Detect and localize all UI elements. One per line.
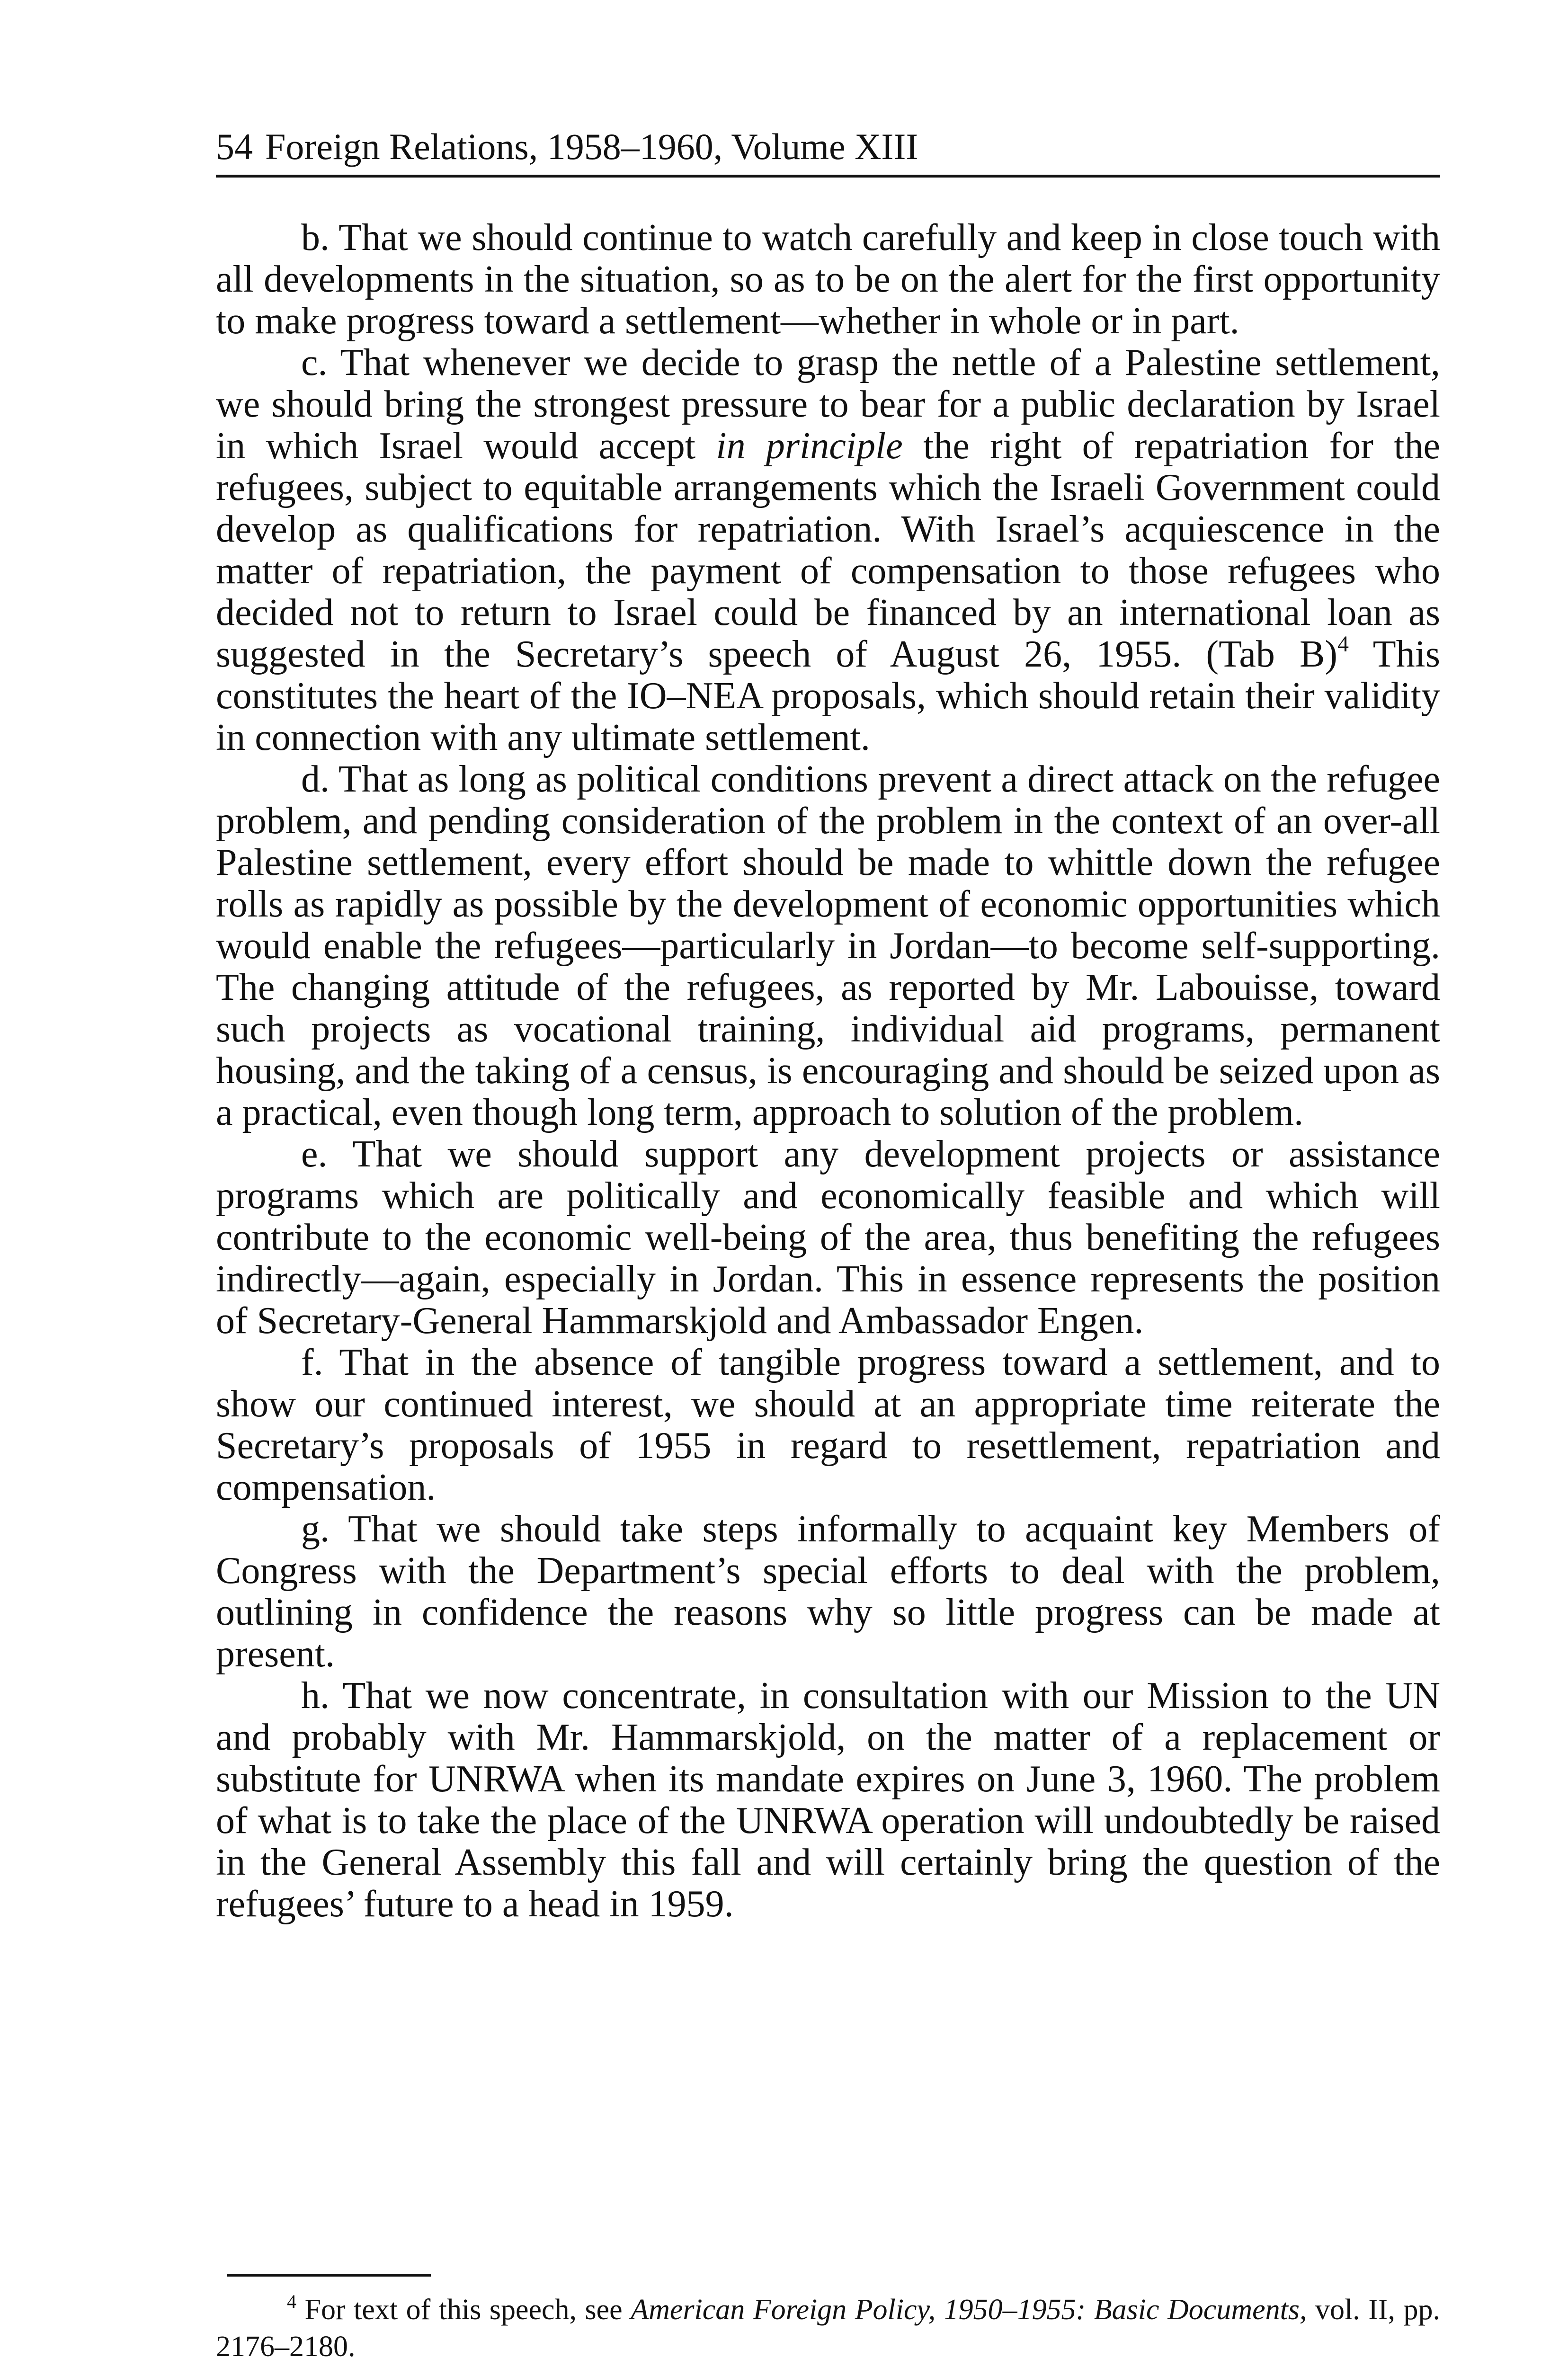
running-header bbox=[216, 121, 1440, 178]
paragraph-c-text-3: This constitutes the heart of the IO–NEA proposals, which should retain their validity in connection with any ultimate settlement. bbox=[216, 633, 1441, 758]
page-number: 54 bbox=[216, 126, 253, 167]
footnote-divider bbox=[227, 2274, 431, 2277]
paragraph-d: d. That as long as political conditions prevent a direct attack on the refugee problem, and pending consideration of the problem in the context of an over-all Palestine settlement, every effort should be made to whittle down the refugee rolls as rapidly as possible by the development of economic opportunities which would enable the refugees—particularly in Jordan—to become self-supporting. The changing attitude of the refugees, as reported by Mr. Labouisse, toward such projects as vocational training, individual aid programs, permanent housing, and the taking of a census, is encouraging and should be seized upon as a practical, even though long term, approach to solution of the problem. bbox=[216, 758, 1440, 1133]
paragraph-g: g. That we should take steps informally to acquaint key Members of Congress with the Department’s special efforts to deal with the problem, outlining in confidence the reasons why so little progress can be made at present. bbox=[216, 1508, 1440, 1675]
paragraph-c-text-2: the right of repatriation for the refugees, subject to equitable arrangements which the Israeli Government could develop as qualifications for repatriation. With Israel’s acquiescence in the matter of repatriation, the payment of compensation to those refugees who decided not to return to Israel could be financed by an international loan as suggested in the Secretary’s speech of August 26, 1955. (Tab B) bbox=[216, 425, 1440, 675]
footnote-number: 4 bbox=[287, 2291, 296, 2312]
footnote-4 bbox=[216, 2291, 1440, 2365]
paragraph-c-text-1: c. That whenever we decide to grasp the nettle of a Palestine settlement, we should bring the strongest pressure to bear for a public declaration by Israel in which Israel would accept bbox=[216, 342, 1440, 467]
paragraph-c bbox=[216, 342, 1440, 758]
footnote bbox=[216, 2291, 1440, 2365]
footnote-text-2: vol. II, pp. 2176–2180. bbox=[216, 2294, 1440, 2363]
paragraph-c-emphasis: in principle bbox=[716, 425, 903, 467]
paragraph-h: h. That we now concentrate, in consultation with our Mission to the UN and probably with Mr. Hammarskjold, on the matter of a replacement or substitute for UNRWA when its mandate expires on June 3, 1960. The problem of what is to take the place of the UNRWA operation will undoubtedly be raised in the General Assembly this fall and will certainly bring the question of the refugees’ future to a head in 1959. bbox=[216, 1675, 1440, 1925]
paragraph-f: f. That in the absence of tangible progress toward a settlement, and to show our continued interest, we should at an appropriate time reiterate the Secretary’s proposals of 1955 in regard to resettlement, repatriation and compensation. bbox=[216, 1342, 1440, 1508]
paragraph-e: e. That we should support any development projects or assistance programs which are politically and economically feasible and which will contribute to the economic well-being of the area, thus benefiting the refugees indirectly—again, especially in Jordan. This in essence represents the position of Secretary-General Hammarskjold and Ambassador Engen. bbox=[216, 1133, 1440, 1342]
footnote-reference: 4 bbox=[1337, 632, 1349, 657]
running-title: Foreign Relations, 1958–1960, Volume XIII bbox=[265, 126, 918, 167]
footnote-text-1: For text of this speech, see bbox=[296, 2294, 631, 2326]
footnote-source-title: American Foreign Policy, 1950–1955: Basic Documents, bbox=[631, 2294, 1307, 2326]
body-text bbox=[216, 217, 1440, 1925]
paragraph-b: b. That we should continue to watch carefully and keep in close touch with all developments in the situation, so as to be on the alert for the first opportunity to make progress toward a settlement—whether in whole or in part. bbox=[216, 217, 1440, 342]
